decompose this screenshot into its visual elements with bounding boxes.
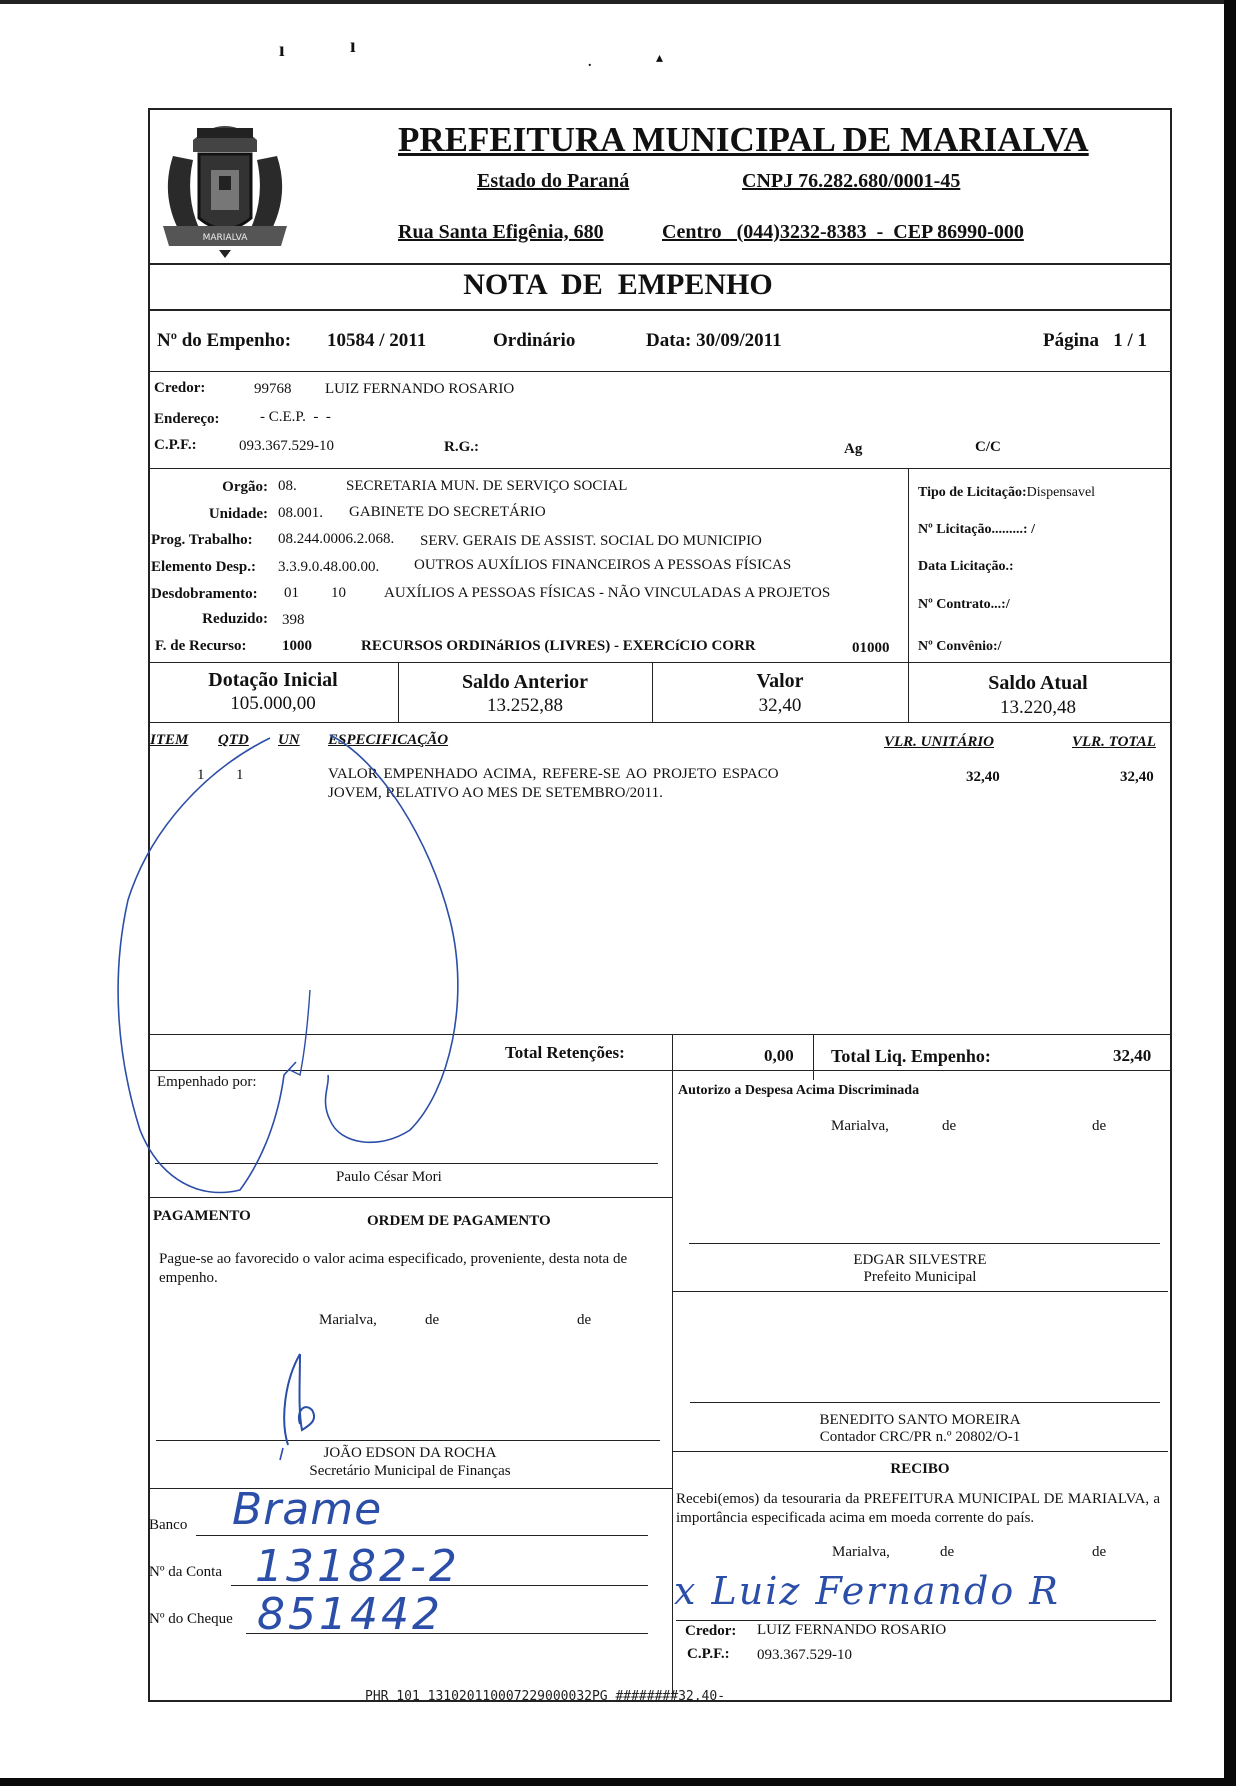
autorizo-de-2: de (1092, 1118, 1107, 1134)
scan-top-edge (0, 0, 1236, 4)
document-title: NOTA DE EMPENHO (463, 268, 773, 301)
elemento-name: OUTROS AUXÍLIOS FINANCEIROS A PESSOAS FÍSICAS (414, 557, 792, 573)
recurso-number: 01000 (852, 640, 890, 656)
rule (148, 468, 1170, 469)
item-number: 1 (197, 767, 205, 783)
recurso-code: 1000 (282, 638, 312, 654)
rule (148, 722, 1170, 723)
machine-print: PHR 101 131020110007229000032PG ########32,40- (365, 1689, 726, 1704)
scan-mark-3: . (588, 55, 592, 70)
retencoes-value: 0,00 (764, 1046, 794, 1065)
item-spec-line-2: JOVEM, RELATIVO AO MES DE SETEMBRO/2011. (328, 785, 663, 801)
contador-role: Contador CRC/PR n.º 20802/O-1 (819, 1429, 1021, 1445)
desdobramento-name: AUXÍLIOS A PESSOAS FÍSICAS - NÃO VINCULADAS A PROJETOS (384, 585, 831, 601)
rule (813, 1034, 814, 1080)
col-item: ITEM (150, 732, 189, 748)
header-street: Rua Santa Efigênia, 680 (398, 221, 604, 243)
valor-label: Valor (756, 670, 804, 692)
secretario-name: JOÃO EDSON DA ROCHA (323, 1445, 497, 1461)
empenho-type: Ordinário (493, 330, 576, 351)
rule (148, 263, 1170, 265)
elemento-code: 3.3.9.0.48.00.00. (278, 559, 380, 575)
page-number: Página 1 / 1 (1043, 330, 1147, 351)
credor-label: Credor: (154, 380, 206, 396)
recibo-text: Recebi(emos) da tesouraria da PREFEITURA MUNICIPAL DE MARIALVA, a importância especificada acima em moeda corrente do país. (676, 1491, 1160, 1526)
pagamento-text: Pague-se ao favorecido o valor acima especificado, proveniente, desta nota de empenho. (159, 1251, 628, 1286)
recibo-credor-label: Credor: (685, 1623, 737, 1639)
item-unit-value: 32,40 (966, 769, 1000, 785)
ordem-pagamento-title: ORDEM DE PAGAMENTO (367, 1213, 551, 1229)
elemento-label: Elemento Desp.: (151, 559, 256, 575)
orgao-label: Orgão: (222, 479, 268, 495)
conta-label: Nº da Conta (149, 1564, 222, 1580)
dotacao-label: Dotação Inicial (208, 669, 338, 691)
scan-right-edge (1224, 0, 1236, 1786)
col-especificacao: ESPECIFICAÇÃO (328, 732, 449, 748)
desdobramento-code-1: 01 (284, 585, 299, 601)
credor-code: 99768 (254, 381, 292, 397)
cheque-label: Nº do Cheque (149, 1611, 233, 1627)
col-un: UN (278, 732, 300, 748)
endereco-label: Endereço: (154, 411, 220, 427)
recibo-de-2: de (1092, 1544, 1107, 1560)
col-qtd: QTD (218, 732, 249, 748)
header-title: PREFEITURA MUNICIPAL DE MARIALVA (398, 120, 1089, 159)
scan-mark-2: ı (350, 35, 356, 57)
crest-ribbon-text: MARIALVA (202, 233, 248, 243)
numero-convenio: Nº Convênio:/ (918, 639, 1002, 654)
banco-line (196, 1535, 648, 1536)
recurso-label: F. de Recurso: (155, 638, 247, 654)
coat-of-arms-icon (153, 108, 298, 260)
rule (672, 1070, 673, 1698)
recibo-title: RECIBO (890, 1461, 950, 1477)
contador-name: BENEDITO SANTO MOREIRA (819, 1412, 1021, 1428)
header-cnpj: CNPJ 76.282.680/0001-45 (742, 170, 961, 192)
liquido-value: 32,40 (1113, 1046, 1152, 1065)
recibo-cpf-label: C.P.F.: (687, 1646, 730, 1662)
header-address: Centro (044)3232-8383 - CEP 86990-000 (662, 221, 1024, 243)
recurso-name: RECURSOS ORDINáRIOS (LIVRES) - EXERCíCIO CORR (361, 638, 756, 654)
item-spec-line-1: VALOR EMPENHADO ACIMA, REFERE-SE AO PROJETO ESPACO (328, 766, 779, 782)
prog-name: SERV. GERAIS DE ASSIST. SOCIAL DO MUNICIPIO (420, 533, 762, 549)
credor-signature: x Luiz Fernando R (674, 1569, 1060, 1613)
empenho-date: Data: 30/09/2011 (646, 330, 782, 351)
cpf-label: C.P.F.: (154, 437, 197, 453)
recibo-cpf-value: 093.367.529-10 (757, 1647, 852, 1663)
scan-mark-4: ▴ (656, 51, 664, 66)
signature-line (155, 1163, 658, 1164)
empenhado-name: Paulo César Mori (336, 1169, 442, 1185)
cheque-handwritten: 851442 (257, 1589, 443, 1640)
rg-label: R.G.: (444, 439, 479, 455)
unidade-label: Unidade: (208, 506, 268, 522)
saldo-anterior-label: Saldo Anterior (461, 671, 589, 693)
signature-line (676, 1620, 1156, 1621)
signature-line (156, 1440, 660, 1441)
rule (148, 662, 1170, 663)
rule (148, 1034, 1170, 1035)
reduzido-label: Reduzido: (202, 611, 268, 627)
rule (672, 1451, 1168, 1452)
tipo-licitacao (918, 486, 1095, 500)
col-vlr-unitario: VLR. UNITÁRIO (884, 734, 995, 750)
cc-label: C/C (975, 439, 1001, 455)
empenho-label: Nº do Empenho: (157, 330, 292, 351)
numero-licitacao: Nº Licitação.........: / (918, 522, 1035, 537)
unidade-code: 08.001. (278, 505, 323, 521)
rule (148, 1070, 1170, 1071)
tipo-licitacao-value: Dispensavel (1026, 485, 1096, 500)
saldo-atual-value: 13.220,48 (1000, 697, 1076, 718)
saldo-anterior-value: 13.252,88 (487, 695, 563, 716)
orgao-name: SECRETARIA MUN. DE SERVIÇO SOCIAL (346, 478, 628, 494)
valor-value: 32,40 (758, 695, 802, 716)
rule (148, 309, 1170, 311)
rule (908, 468, 909, 662)
reduzido-value: 398 (282, 612, 305, 628)
pagamento-de-1: de (425, 1312, 440, 1328)
rule (148, 1197, 672, 1198)
scan-mark-1: ı (279, 39, 285, 61)
ag-label: Ag (844, 441, 863, 457)
data-licitacao: Data Licitação.: (918, 559, 1014, 574)
retencoes-label: Total Retenções: (505, 1043, 625, 1062)
recibo-de-1: de (940, 1544, 955, 1560)
orgao-code: 08. (278, 478, 297, 494)
credor-name: LUIZ FERNANDO ROSARIO (325, 381, 515, 397)
col-vlr-total: VLR. TOTAL (1072, 734, 1156, 750)
item-total-value: 32,40 (1120, 769, 1154, 785)
autorizo-city: Marialva, (831, 1118, 889, 1134)
cpf-value: 093.367.529-10 (239, 438, 334, 454)
scan-bottom-edge (0, 1778, 1236, 1786)
pagamento-de-2: de (577, 1312, 592, 1328)
unidade-name: GABINETE DO SECRETÁRIO (349, 504, 546, 520)
desdobramento-code-2: 10 (331, 585, 346, 601)
prog-label: Prog. Trabalho: (151, 532, 253, 548)
dotacao-value: 105.000,00 (230, 693, 316, 714)
pagamento-city: Marialva, (319, 1312, 377, 1328)
banco-label: Banco (149, 1517, 188, 1533)
autorizo-de-1: de (942, 1118, 957, 1134)
banco-handwritten: Brame (232, 1484, 383, 1535)
pagamento-label: PAGAMENTO (153, 1208, 251, 1224)
secretario-role: Secretário Municipal de Finanças (309, 1463, 511, 1479)
empenho-number: 10584 / 2011 (327, 330, 427, 351)
liquido-label: Total Liq. Empenho: (831, 1046, 991, 1066)
prefeito-role: Prefeito Municipal (863, 1269, 977, 1285)
empenhado-label: Empenhado por: (157, 1074, 257, 1090)
header-state: Estado do Paraná (477, 170, 630, 192)
signature-line (689, 1243, 1160, 1244)
rule (672, 1291, 1168, 1292)
recibo-credor-name: LUIZ FERNANDO ROSARIO (757, 1622, 947, 1638)
prefeito-name: EDGAR SILVESTRE (853, 1252, 987, 1268)
desdobramento-label: Desdobramento: (151, 586, 258, 602)
rule (148, 1488, 672, 1489)
prog-code: 08.244.0006.2.068. (278, 531, 395, 547)
saldo-atual-label: Saldo Atual (988, 672, 1088, 694)
signature-line (690, 1402, 1160, 1403)
conta-handwritten: 13182-2 (255, 1541, 460, 1592)
endereco-value: - C.E.P. - - (260, 409, 331, 425)
item-qtd: 1 (236, 767, 244, 783)
rule (148, 371, 1170, 372)
recibo-city: Marialva, (832, 1544, 890, 1560)
numero-contrato: Nº Contrato...:/ (918, 597, 1010, 612)
tipo-licitacao-label: Tipo de Licitação: (918, 485, 1027, 500)
autorizo-text: Autorizo a Despesa Acima Discriminada (678, 1083, 920, 1098)
